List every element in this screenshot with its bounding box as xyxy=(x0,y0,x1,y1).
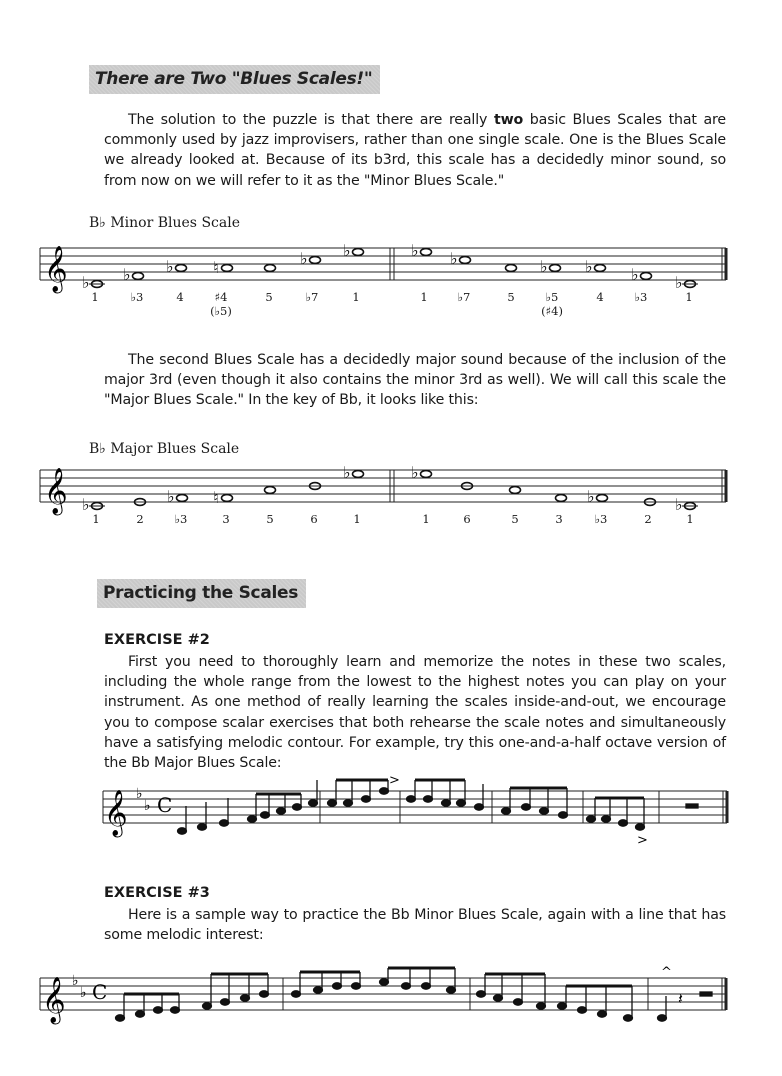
accent-mark: > xyxy=(389,773,400,788)
scale-degree-label: ♭5 xyxy=(545,290,559,304)
key-signature-flat-icon: ♭ xyxy=(136,786,143,802)
scale-degree xyxy=(420,290,427,304)
intro-paragraph xyxy=(104,110,726,191)
intro-text-end: basic Blues Scales that are commonly used by jazz improvisers, rather than one single scale. One is the Blues Scale we already looked at. Because of its b3rd, this scale has a decidedly minor sound, so from now on we will refer to it as the "Minor Blues Scale." xyxy=(104,112,726,189)
section-heading-practicing: Practicing the Scales xyxy=(97,579,306,608)
svg-text:♭: ♭ xyxy=(411,463,419,482)
svg-text:♭: ♭ xyxy=(343,241,351,260)
scale-degree xyxy=(511,512,518,526)
scale-degree-label: 6 xyxy=(463,512,471,526)
scale-degree xyxy=(541,290,563,318)
scale-degree xyxy=(596,290,603,304)
svg-text:♮: ♮ xyxy=(213,258,219,277)
scale-degree xyxy=(507,290,514,304)
scale-degree xyxy=(222,512,229,526)
svg-text:♭: ♭ xyxy=(540,257,548,276)
scale-degree-label: 2 xyxy=(644,512,652,526)
scale-degree-label: ♭3 xyxy=(634,290,648,304)
exercise-2-staff xyxy=(0,773,782,848)
section-heading-two-blues-scales: There are Two "Blues Scales!" xyxy=(89,65,380,94)
key-signature-flat-icon: ♭ xyxy=(72,973,79,989)
exercise-3-text: Here is a sample way to practice the Bb Minor Blues Scale, again with a line that has some melodic interest: xyxy=(104,907,726,944)
scale-degree-label: 5 xyxy=(507,290,515,304)
major-scale-title: B♭ Major Blues Scale xyxy=(89,441,240,457)
key-signature-flat-icon: ♭ xyxy=(80,985,87,1001)
scale-degree xyxy=(92,512,99,526)
scale-degree xyxy=(555,512,562,526)
svg-text:♭: ♭ xyxy=(167,487,175,506)
intro-text-start: The solution to the puzzle is that there are really xyxy=(128,112,494,128)
scale-degree-label: 3 xyxy=(555,512,563,526)
scale-degree-alt-label: (♭5) xyxy=(210,304,232,318)
scale-degree xyxy=(463,512,470,526)
svg-text:♭: ♭ xyxy=(82,273,90,292)
accent-mark: > xyxy=(637,833,648,848)
scale-degree-label: ♭7 xyxy=(457,290,471,304)
scale-degree xyxy=(685,290,692,304)
scale-degree-label: 4 xyxy=(596,290,604,304)
scale-degree-label: 1 xyxy=(686,512,694,526)
scale-degree xyxy=(175,512,188,526)
minor-scale-degrees xyxy=(0,290,782,326)
treble-clef-icon: 𝄞 xyxy=(44,246,68,292)
scale-degree xyxy=(210,290,232,318)
scale-degree-label: 4 xyxy=(176,290,184,304)
major-scale-degrees xyxy=(0,512,782,548)
scale-degree xyxy=(306,290,319,304)
scale-degree xyxy=(131,290,144,304)
time-signature: C xyxy=(157,793,173,817)
scale-degree xyxy=(176,290,183,304)
scale-degree-label: 1 xyxy=(422,512,430,526)
svg-text:♭: ♭ xyxy=(585,257,593,276)
scale-degree-label: ♭3 xyxy=(594,512,608,526)
svg-text:♭: ♭ xyxy=(450,249,458,268)
scale-degree xyxy=(635,290,648,304)
scale-degree xyxy=(136,512,143,526)
svg-text:♭: ♭ xyxy=(631,265,639,284)
svg-text:♭: ♭ xyxy=(675,273,683,292)
major-scale-accidentals xyxy=(82,463,683,514)
svg-text:♭: ♭ xyxy=(587,487,595,506)
scale-degree-label: 1 xyxy=(91,290,99,304)
scale-degree-label: ♭3 xyxy=(174,512,188,526)
svg-text:♭: ♭ xyxy=(166,257,174,276)
scale-degree xyxy=(265,290,272,304)
scale-degree-label: 1 xyxy=(685,290,693,304)
intro-text-bold: two xyxy=(493,112,524,128)
scale-degree-label: 3 xyxy=(222,512,230,526)
fermata-mark: ^ xyxy=(661,965,672,980)
time-signature: C xyxy=(92,980,108,1004)
scale-degree xyxy=(91,290,98,304)
minor-scale-title: B♭ Minor Blues Scale xyxy=(89,215,240,231)
scale-degree xyxy=(422,512,429,526)
scale-degree-label: 1 xyxy=(420,290,428,304)
scale-degree xyxy=(353,512,360,526)
scale-degree-label: 6 xyxy=(310,512,318,526)
svg-text:♭: ♭ xyxy=(82,495,90,514)
treble-clef-icon: 𝄞 xyxy=(42,977,66,1023)
svg-text:♭: ♭ xyxy=(123,265,131,284)
scale-degree-label: ♭7 xyxy=(305,290,319,304)
minor-scale-accidentals xyxy=(82,241,683,292)
scale-degree-label: 1 xyxy=(353,512,361,526)
scale-degree xyxy=(458,290,471,304)
scale-degree xyxy=(352,290,359,304)
scale-degree xyxy=(595,512,608,526)
scale-degree-label: 1 xyxy=(352,290,360,304)
svg-text:♭: ♭ xyxy=(300,249,308,268)
svg-text:♭: ♭ xyxy=(343,463,351,482)
scale-degree xyxy=(686,512,693,526)
scale-degree-label: 5 xyxy=(511,512,519,526)
svg-text:♮: ♮ xyxy=(213,488,219,507)
svg-text:♭: ♭ xyxy=(675,495,683,514)
svg-text:♭: ♭ xyxy=(411,241,419,260)
scale-degree-label: 1 xyxy=(92,512,100,526)
exercise-2-text: First you need to thoroughly learn and memorize the notes in these two scales, including the whole range from the lowest to the highest notes you can play on your instrument. As one method of really learning the scales inside-and-out, we encourage you to compose scalar exercises that both rehearse the scale notes and simultaneously have a satisfying melodic contour. For example, try this one-and-a-half octave version of the Bb Major Blues Scale: xyxy=(104,654,726,772)
scale-degree xyxy=(310,512,317,526)
exercise-3-notes xyxy=(116,968,713,1021)
treble-clef-icon: 𝄞 xyxy=(104,790,128,836)
exercise-3-title: EXERCISE #3 xyxy=(104,885,210,901)
key-signature-flat-icon: ♭ xyxy=(144,798,151,814)
major-scale-paragraph: The second Blues Scale has a decidedly major sound because of the inclusion of the major 3rd (even though it also contains the minor 3rd as well). We will call this scale the "Major Blues Scale." In the key of Bb, it looks like this: xyxy=(104,352,726,409)
scale-degree-label: ♭3 xyxy=(130,290,144,304)
quarter-rest-icon: 𝄽 xyxy=(678,989,683,1008)
major-scale-staff xyxy=(0,460,782,516)
exercise-3-staff xyxy=(0,960,782,1030)
scale-degree-label: 2 xyxy=(136,512,144,526)
scale-degree-alt-label: (♯4) xyxy=(541,304,563,318)
scale-degree-label: 5 xyxy=(265,290,273,304)
scale-degree-label: ♯4 xyxy=(214,290,228,304)
scale-degree-label: 5 xyxy=(266,512,274,526)
scale-degree xyxy=(266,512,273,526)
minor-scale-staff xyxy=(0,238,782,298)
scale-degree xyxy=(644,512,651,526)
exercise-2-title: EXERCISE #2 xyxy=(104,632,210,648)
treble-clef-icon: 𝄞 xyxy=(44,468,68,514)
